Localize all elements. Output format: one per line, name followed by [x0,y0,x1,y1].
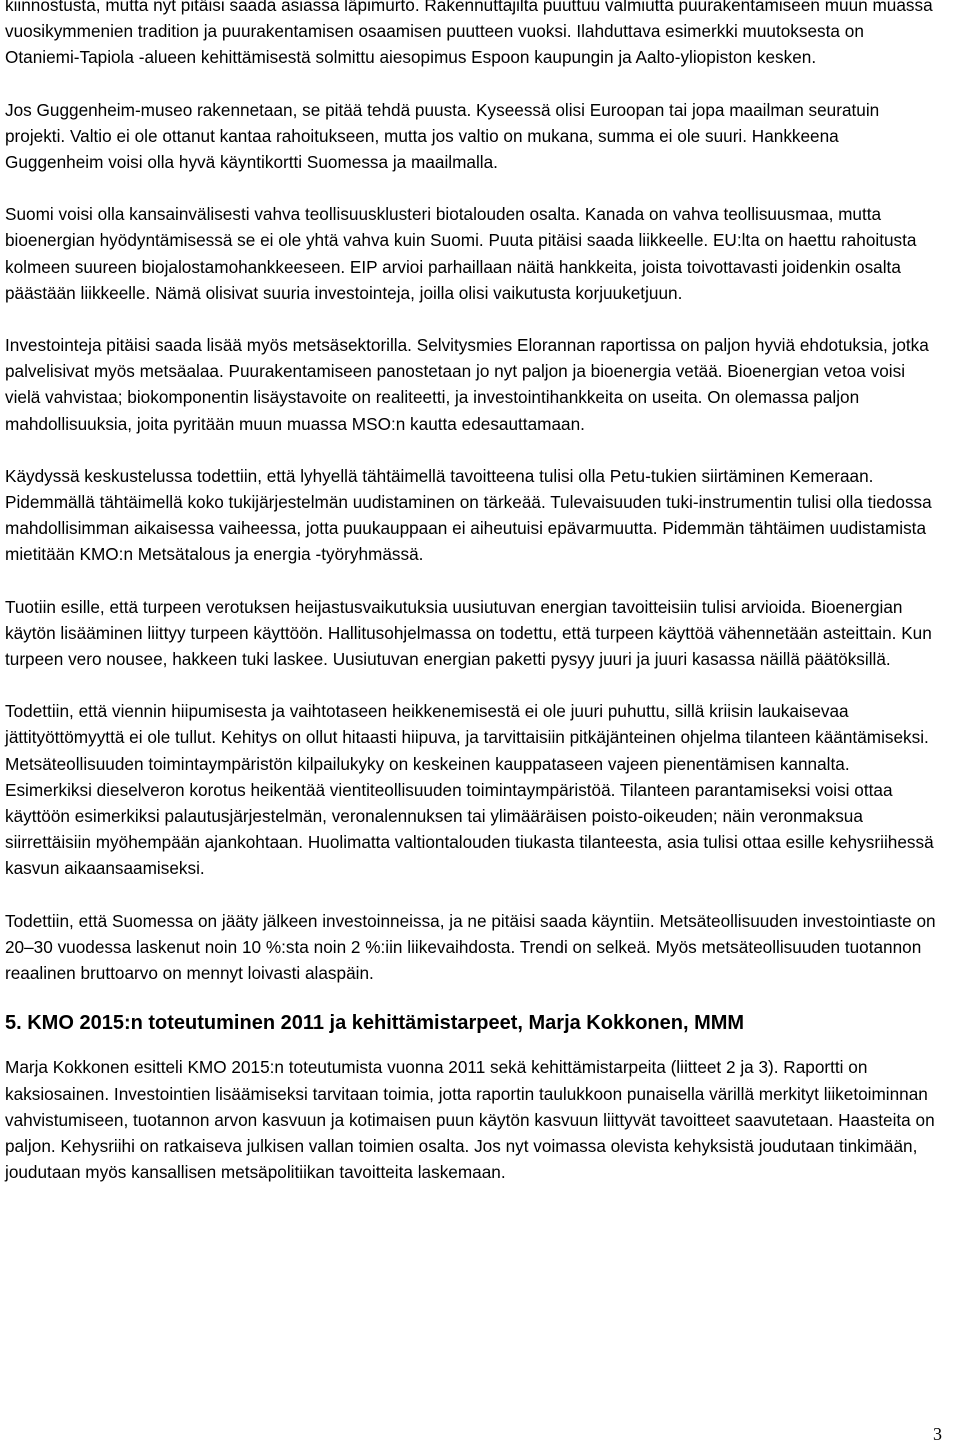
paragraph-bioeconomy-cluster: Suomi voisi olla kansainvälisesti vahva teollisuusklusteri biotalouden osalta. Kanada on vahva teollisuusmaa, mutta bioenergian hyödyntämisessä se ei ole yhtä vahva kuin Suomi. Puuta pitäisi saada liikkeelle. EU:lta on haettu rahoitusta kolmeen suureen biojalostamohankkeeseen. EIP arvioi parhaillaan näitä hankkeita, joista toivottavasti joidenkin osalta päästään liikkeelle. Nämä olisivat suuria investointeja, joilla olisi vaikutusta korjuuketjuun. [5,204,917,303]
paragraph-subsidy-reform: Käydyssä keskustelussa todettiin, että lyhyellä tähtäimellä tavoitteena tulisi olla Petu-tukien siirtäminen Kemeraan. Pidemmällä tähtäimellä koko tukijärjestelmän uudistaminen on tärkeää. Tulevaisuuden tuki-instrumentin tulisi olla tiedossa mahdollisimman aikaisessa vaiheessa, jotta puukauppaan ei aiheutuisi epävarmuutta. Pidemmän tähtäimen uudistamista mietitään KMO:n Metsätalous ja energia -työryhmässä. [5,465,932,565]
paragraph-investment-rate: Todettiin, että Suomessa on jääty jälkeen investoinneissa, ja ne pitäisi saada käyntiin. Metsäteollisuuden investointiaste on 20–30 vuodessa laskenut noin 10 %:sta noin 2 %:iin liikevaihdosta. Trendi on selkeä. Myös metsäteollisuuden tuotannon reaalinen bruttoarvo on mennyt loivasti alaspäin. [5,910,936,984]
paragraph-forest-investments: Investointeja pitäisi saada lisää myös metsäsektorilla. Selvitysmies Elorannan raportissa on paljon hyviä ehdotuksia, jotka palvelisivat myös metsäalaa. Puurakentamiseen panostetaan jo nyt paljon ja bioenergia vetää. Bioenergian vetoa voisi vielä vahvistaa; biokomponentin lisäystavoite on realiteetti, ja investointihankkeita on useita. On olemassa paljon mahdollisuuksia, joita pyritään muun muassa MSO:n kautta edesauttamaan. [5,335,929,434]
document-body [5,0,938,1185]
paragraph-peat-taxation: Tuotiin esille, että turpeen verotuksen heijastusvaikutuksia uusiutuvan energian tavoitteisiin tulisi arvioida. Bioenergian käytön lisääminen liittyy turpeen käyttöön. Hallitusohjelmassa on todettu, että turpeen käyttöä vähennetään asteittain. Kun turpeen vero nousee, hakkeen tuki laskee. Uusiutuvan energian paketti pysyy juuri ja juuri kasassa näillä päätöksillä. [5,596,932,670]
paragraph-export-decline: Todettiin, että viennin hiipumisesta ja vaihtotaseen heikkenemisestä ei ole juuri puhuttu, sillä kriisin laukaisevaa jättityöttömyyttä ei ole tullut. Kehitys on ollut hitaasti hiipuva, ja tarvittaisiin pitkäjänteinen ohjelma tilanteen kääntämiseksi. Metsäteollisuuden toimintaympäristön kilpailukyky on keskeinen kauppataseen vajeen pienentämisen kannalta. Esimerkiksi dieselveron korotus heikentää vientiteollisuuden toimintaympäristöä. Tilanteen parantamiseksi voisi ottaa käyttöön esimerkiksi palautusjärjestelmän, veronalennuksen tai ylimääräisen poisto-oikeuden; näin veronmaksua siirrettäisiin myöhempään ajankohtaan. Huolimatta valtiontalouden tiukasta tilanteesta, asia tulisi ottaa esille kehysriihessä kasvun aikaansaamiseksi. [5,701,934,879]
page-number: 3 [933,1424,942,1444]
paragraph-guggenheim: Jos Guggenheim-museo rakennetaan, se pitää tehdä puusta. Kyseessä olisi Euroopan tai jopa maailman seuratuin projekti. Valtio ei ole ottanut kantaa rahoitukseen, mutta jos valtio on mukana, summa ei ole suuri. Hankkeena Guggenheim voisi olla hyvä käyntikortti Suomessa ja maailmalla. [5,99,880,173]
paragraph-wood-construction: kiinnostusta, mutta nyt pitäisi saada asiassa läpimurto. Rakennuttajilta puuttuu valmiutta puurakentamiseen muun muassa vuosikymmenien tradition ja puurakentamisen osaamisen puutteen vuoksi. Ilahduttava esimerkki muutoksesta on Otaniemi-Tapiola -alueen kehittämisestä solmittu aiesopimus Espoon kaupungin ja Aalto-yliopiston kesken. [5,0,933,68]
paragraph-kmo-report: Marja Kokkonen esitteli KMO 2015:n toteutumista vuonna 2011 sekä kehittämistarpeita (liitteet 2 ja 3). Raportti on kaksiosainen. Investointien lisäämiseksi tarvitaan toimia, jotta raportin taulukkoon punaisella värillä merkityt liiketoiminnan vahvistumiseen, tuotannon arvon kasvuun ja kotimaisen puun käytön kasvuun liittyvät tavoitteet saavutetaan. Haasteita on paljon. Kehysriihi on ratkaiseva julkisen vallan toimien osalta. Jos nyt voimassa olevista kehyksistä joudutaan tinkimään, joudutaan myös kansallisen metsäpolitiikan tavoitteita laskemaan. [5,1057,935,1183]
section-heading: 5. KMO 2015:n toteutuminen 2011 ja kehittämistarpeet, Marja Kokkonen, MMM [5,1012,745,1035]
